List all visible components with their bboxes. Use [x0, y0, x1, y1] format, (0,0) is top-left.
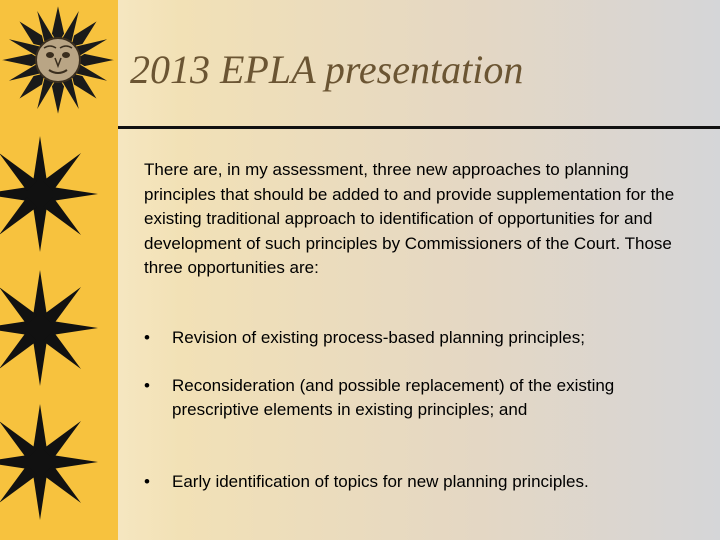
- sun-icon: [0, 396, 118, 526]
- bullet-marker: •: [144, 376, 150, 395]
- bullet-text: Revision of existing process-based planning principles;: [172, 328, 585, 347]
- bullet-text: Early identification of topics for new planning principles.: [172, 472, 589, 491]
- sun-icon: [0, 262, 118, 392]
- sun-face-logo-icon: [0, 0, 118, 122]
- title-divider: [118, 126, 720, 129]
- bullet-item: [144, 326, 684, 350]
- slide-title: 2013 EPLA presentation: [130, 47, 524, 92]
- bullet-marker: •: [144, 472, 150, 491]
- sidebar-decoration: [0, 0, 118, 540]
- intro-paragraph: There are, in my assessment, three new approaches to planning principles that should be added to and provide supplementation for the existing traditional approach to identification of opportunities for and development of such principles by Commissioners of the Court. Those three opportunities are:: [144, 160, 675, 277]
- bullet-item: [144, 374, 684, 422]
- bullet-marker: •: [144, 328, 150, 347]
- bullet-text: Reconsideration (and possible replacement) of the existing prescriptive elements in existing principles; and: [172, 376, 615, 419]
- sun-icon: [0, 128, 118, 258]
- bullet-item: [144, 470, 684, 494]
